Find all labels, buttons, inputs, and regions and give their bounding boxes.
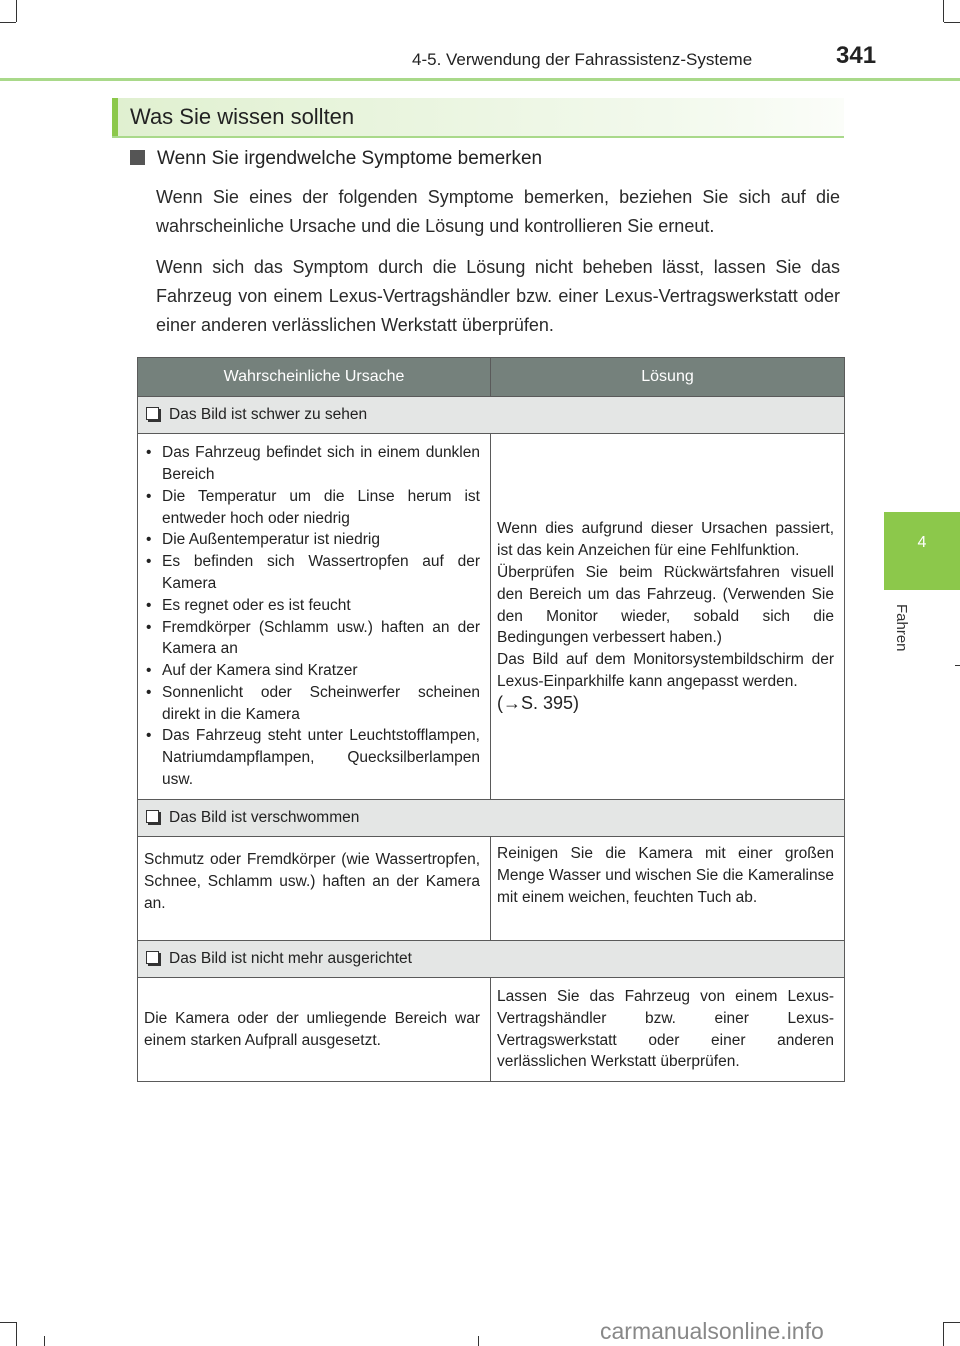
cause-cell <box>138 434 491 800</box>
cause-list <box>144 442 480 791</box>
column-header-solution: Lösung <box>491 358 845 397</box>
cause-item: • Das Fahrzeug steht unter Leuchtstofflampen, Natriumdampflampen, Quecksilberlampen usw. <box>144 725 480 790</box>
crop-mark <box>16 1322 17 1346</box>
cause-item: • Es regnet oder es ist feucht <box>144 595 480 617</box>
column-header-cause: Wahrscheinliche Ursache <box>138 358 491 397</box>
cause-item: • Sonnenlicht oder Scheinwerfer scheinen direkt in die Kamera <box>144 682 480 726</box>
crop-mark <box>0 22 16 23</box>
solution-text: Das Bild auf dem Monitorsystembildschirm der Lexus-Einparkhilfe kann angepasst werden. <box>497 651 834 690</box>
crop-mark <box>944 1322 960 1323</box>
cause-item: • Das Fahrzeug befindet sich in einem dunklen Bereich <box>144 442 480 486</box>
crop-mark <box>0 1322 16 1323</box>
header-divider <box>0 78 960 81</box>
table-row <box>138 978 845 1082</box>
watermark: carmanualsonline.info <box>600 1318 824 1344</box>
crop-mark <box>44 1336 45 1346</box>
table-row <box>138 434 845 800</box>
solution-text: Wenn dies aufgrund dieser Ursachen passiert, ist das kein Anzeichen für eine Fehlfunktion. <box>497 520 834 560</box>
category-title: Das Bild ist nicht mehr ausgerichtet <box>169 950 412 967</box>
chapter-tab-label: Fahren <box>893 604 910 652</box>
cause-item: • Es befinden sich Wassertropfen auf der Kamera <box>144 551 480 595</box>
subheading <box>130 148 542 170</box>
cause-item: • Fremdkörper (Schlamm usw.) haften an der Kamera an <box>144 617 480 661</box>
cause-cell: Die Kamera oder der umliegende Bereich war einem starken Aufprall ausgesetzt. <box>138 978 491 1082</box>
symptom-table <box>137 357 845 1082</box>
cause-cell: Schmutz oder Fremdkörper (wie Wassertropfen, Schnee, Schlamm usw.) haften an der Kamera an. <box>138 837 491 941</box>
checkbox-icon <box>146 810 159 823</box>
category-cell <box>138 800 845 837</box>
solution-cell <box>491 434 845 800</box>
solution-text: Überprüfen Sie beim Rückwärtsfahren visuell den Bereich um das Fahrzeug. (Verwenden Sie den Monitor wieder, sobald sich die Bedingungen verbessert haben.) <box>497 564 834 647</box>
section-accent <box>112 98 118 136</box>
category-row <box>138 397 845 434</box>
table-header-row <box>138 358 845 397</box>
section-title: Was Sie wissen sollten <box>130 104 355 129</box>
cause-item: • Die Außentemperatur ist niedrig <box>144 529 480 551</box>
crop-mark <box>943 0 944 22</box>
category-cell <box>138 941 845 978</box>
chapter-title: 4-5. Verwendung der Fahrassistenz-Systeme <box>412 50 753 69</box>
square-bullet-icon <box>130 150 145 165</box>
chapter-tab-number: 4 <box>917 534 927 551</box>
section-header <box>112 98 844 138</box>
category-title: Das Bild ist schwer zu sehen <box>169 406 368 423</box>
cause-item: • Die Temperatur um die Linse herum ist entweder hoch oder niedrig <box>144 486 480 530</box>
solution-cell: Lassen Sie das Fahrzeug von einem Lexus-Vertragshändler bzw. einer Lexus-Vertragswerkstatt oder einer anderen verlässlichen Werkstatt überprüfen. <box>491 978 845 1082</box>
crop-mark <box>478 1336 479 1346</box>
category-row <box>138 800 845 837</box>
crop-mark <box>955 665 960 666</box>
category-cell <box>138 397 845 434</box>
page-number: 341 <box>836 42 877 69</box>
solution-cell: Reinigen Sie die Kamera mit einer großen Menge Wasser und wischen Sie die Kameralinse mit einem weichen, feuchten Tuch ab. <box>491 837 845 941</box>
crop-mark <box>943 1322 944 1346</box>
advice-paragraph: Wenn sich das Symptom durch die Lösung nicht beheben lässt, lassen Sie das Fahrzeug von einem Lexus-Vertragshändler bzw. einer Lexus-Vertragswerkstatt oder einer anderen verlässlichen Werkstatt überprüfen. <box>156 257 840 335</box>
chapter-tab <box>884 512 960 590</box>
crop-mark <box>16 0 17 22</box>
cause-item: • Auf der Kamera sind Kratzer <box>144 660 480 682</box>
category-title: Das Bild ist verschwommen <box>169 809 360 826</box>
table-row <box>138 837 845 941</box>
intro-paragraph: Wenn Sie eines der folgenden Symptome bemerken, beziehen Sie sich auf die wahrscheinliche Ursache und die Lösung und kontrollieren Sie erneut. <box>156 187 840 236</box>
category-row <box>138 941 845 978</box>
crop-mark <box>944 22 960 23</box>
subheading-text: Wenn Sie irgendwelche Symptome bemerken <box>157 148 543 169</box>
checkbox-icon <box>146 407 159 420</box>
page-reference[interactable]: (→S. 395) <box>497 692 580 713</box>
checkbox-icon <box>146 951 159 964</box>
